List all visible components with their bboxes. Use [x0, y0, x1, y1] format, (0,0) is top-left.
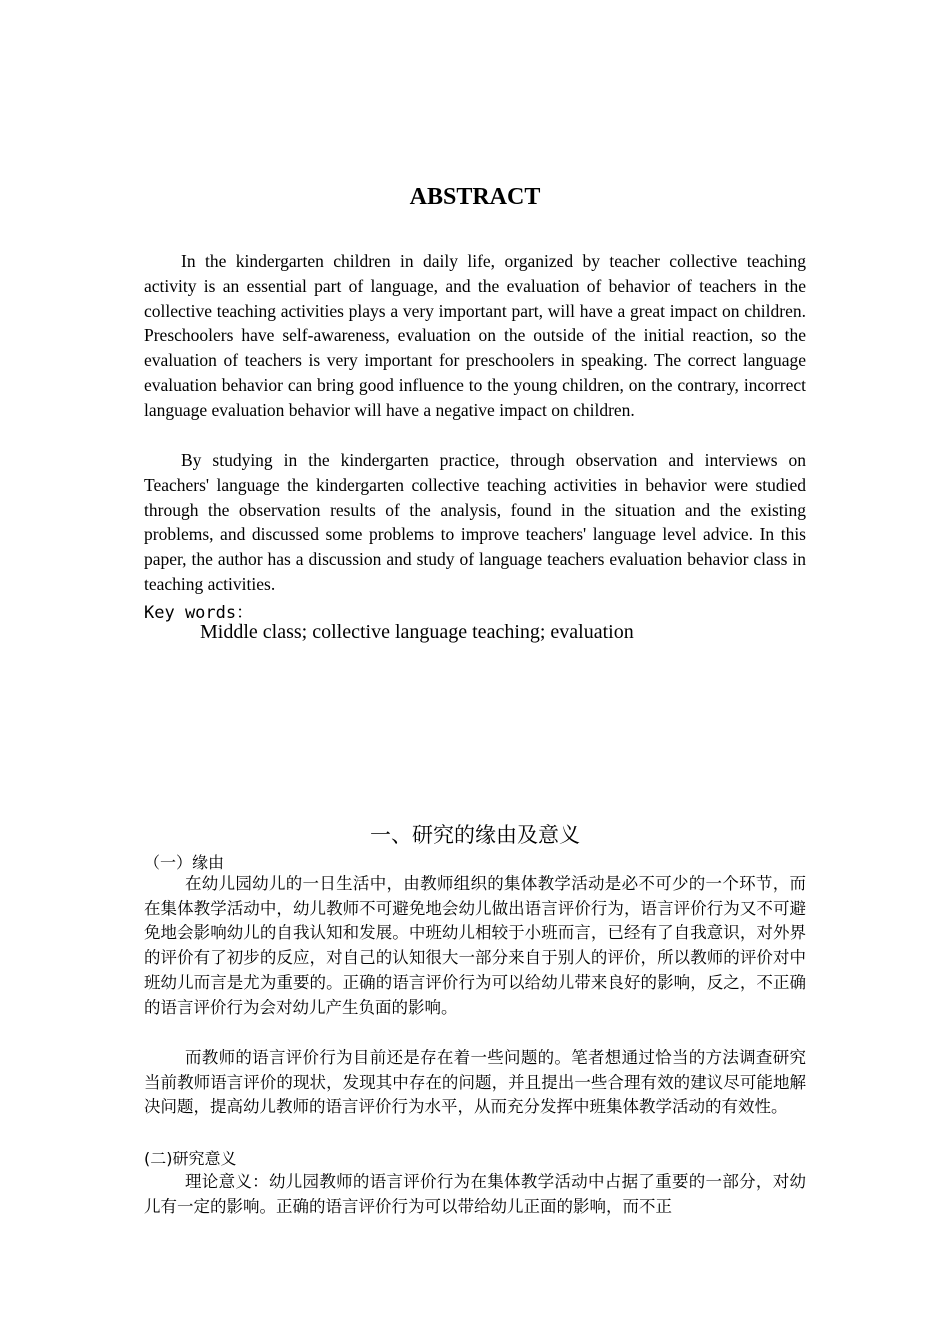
abstract-paragraph-1: In the kindergarten children in daily life, organized by teacher collective teaching activity is an essential part of language, and the evaluation of behavior of teachers in the collective teaching activities plays a very important part, will have a great impact on children. Preschoolers have self-awareness, evaluation on the outside of the initial reaction, so the evaluation of teachers is very important for preschoolers in speaking. The correct language evaluation behavior can bring good influence to the young children, on the contrary, incorrect language evaluation behavior will have a negative impact on children.	[144, 251, 806, 420]
subsection-title-reason: （一）缘由	[144, 853, 225, 872]
abstract-title: ABSTRACT	[409, 184, 541, 210]
keywords-label: Key words：	[144, 603, 254, 623]
reason-paragraph-2: 而教师的语言评价行为目前还是存在着一些问题的。笔者想通过恰当的方法调查研究当前教师语言评价的现状，发现其中存在的问题，并且提出一些合理有效的建议尽可能地解决问题，提高幼儿教师的语言评价行为水平，从而充分发挥中班集体教学活动的有效性。	[144, 1048, 806, 1117]
reason-paragraph-1: 在幼儿园幼儿的一日生活中，由教师组织的集体教学活动是必不可少的一个环节，而在集体教学活动中，幼儿教师不可避免地会幼儿做出语言评价行为，语言评价行为又不可避免地会影响幼儿的自我认知和发展。中班幼儿相较于小班而言，已经有了自我意识，对外界的评价有了初步的反应，对自己的认知很大一部分来自于别人的评价，所以教师的评价对中班幼儿而言是尤为重要的。正确的语言评价行为可以给幼儿带来良好的影响，反之，不正确的语言评价行为会对幼儿产生负面的影响。	[144, 874, 806, 1017]
keywords-text: Middle class; collective language teaching; evaluation	[200, 621, 634, 643]
section-heading: 一、研究的缘由及意义	[370, 823, 580, 847]
subsection-title-significance: (二)研究意义	[144, 1149, 237, 1168]
significance-paragraph: 理论意义：幼儿园教师的语言评价行为在集体教学活动中占据了重要的一部分，对幼儿有一定的影响。正确的语言评价行为可以带给幼儿正面的影响，而不正	[144, 1172, 806, 1216]
abstract-paragraph-2: By studying in the kindergarten practice, through observation and interviews on Teachers' language the kindergarten collective teaching activities in behavior were studied through the observation results of the analysis, found in the situation and the existing problems, and discussed some problems to improve teachers' language level advice. In this paper, the author has a discussion and study of language teachers evaluation behavior class in teaching activities.	[144, 450, 806, 594]
